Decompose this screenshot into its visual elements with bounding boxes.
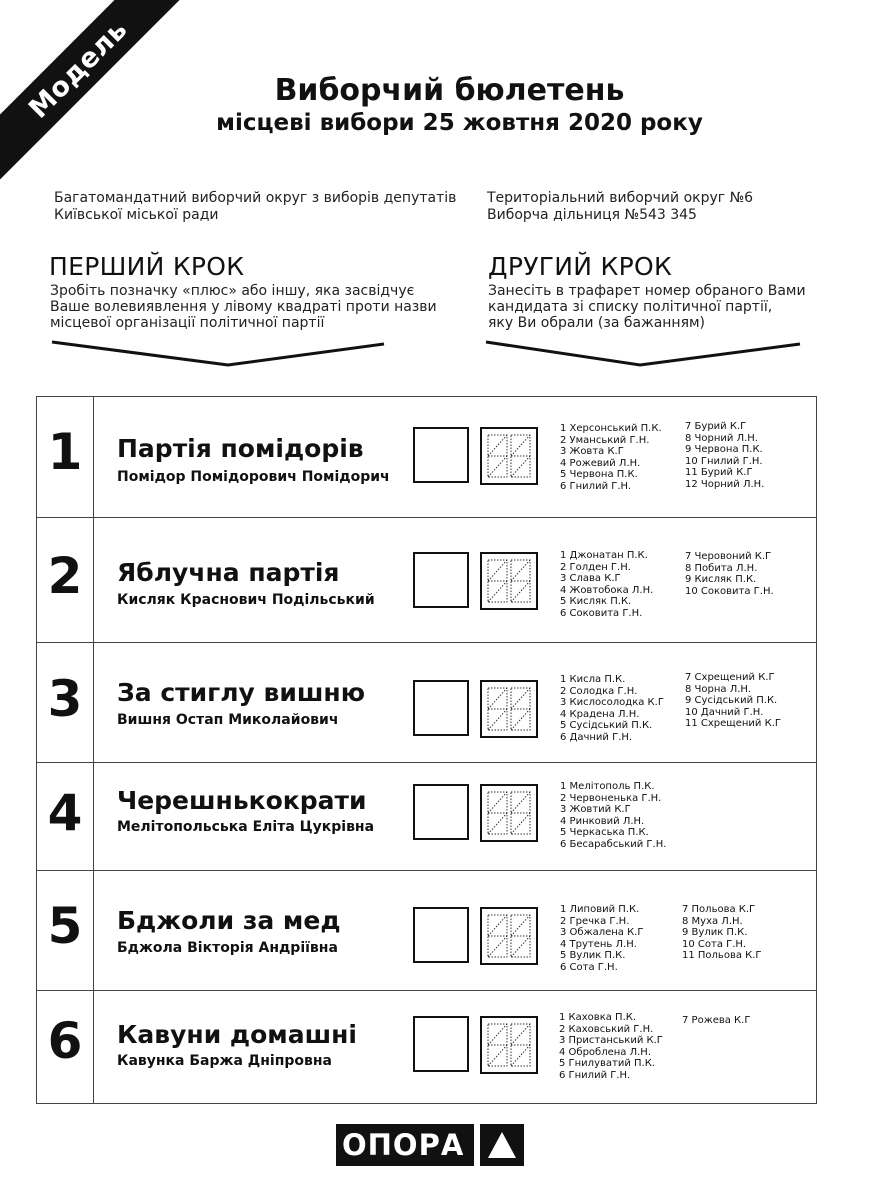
party-name: Партія помідорів bbox=[117, 434, 364, 463]
party-leader: Кисляк Краснович Подільський bbox=[117, 592, 375, 608]
party-name: Черешнькократи bbox=[117, 786, 367, 815]
step1-line: Ваше волевиявлення у лівому квадраті проти назви bbox=[50, 299, 437, 315]
party-name: Бджоли за мед bbox=[117, 906, 341, 935]
candidate: 5 Гнилуватий П.К. bbox=[559, 1058, 655, 1070]
logo-separator bbox=[474, 1124, 480, 1166]
candidate: 3 Жовтий К.Г bbox=[560, 804, 631, 816]
candidate: 2 Солодка Г.Н. bbox=[560, 685, 638, 697]
district-left-line: Київської міської ради bbox=[54, 207, 219, 223]
candidate: 3 Слава К.Г bbox=[560, 573, 621, 585]
step2-text bbox=[488, 283, 806, 331]
candidate: 6 Бесарабський Г.Н. bbox=[560, 838, 667, 850]
candidate-list bbox=[560, 904, 643, 974]
step2-title: ДРУГИЙ КРОК bbox=[488, 252, 672, 281]
candidate: 7 Бурий К.Г bbox=[685, 421, 747, 432]
candidate: 2 Червоненька Г.Н. bbox=[560, 792, 662, 804]
candidate: 4 Рожевий Л.Н. bbox=[560, 457, 641, 469]
party-number: 3 bbox=[47, 670, 83, 728]
candidate: 3 Пристанський К.Г bbox=[559, 1035, 663, 1047]
party-row bbox=[37, 870, 816, 991]
candidate: 2 Уманський Г.Н. bbox=[560, 434, 650, 446]
candidate: 4 Трутень Л.Н. bbox=[560, 938, 637, 950]
candidate: 10 Сота Г.Н. bbox=[682, 938, 747, 950]
candidate: 8 Чорна Л.Н. bbox=[685, 683, 752, 695]
party-name: За стиглу вишню bbox=[117, 678, 365, 707]
candidate: 5 Вулик П.К. bbox=[560, 950, 626, 962]
district-info-left bbox=[54, 190, 456, 224]
step2-line: яку Ви обрали (за бажанням) bbox=[488, 315, 706, 331]
vote-checkbox[interactable] bbox=[413, 427, 469, 483]
step1-title: ПЕРШИЙ КРОК bbox=[49, 252, 245, 281]
vote-checkbox[interactable] bbox=[413, 1016, 469, 1072]
ballot-title-block bbox=[0, 73, 869, 137]
candidate: 11 Схрещений К.Г bbox=[685, 718, 781, 730]
candidate: 5 Червона П.К. bbox=[560, 469, 638, 481]
vote-checkbox[interactable] bbox=[413, 784, 469, 840]
candidate: 6 Гнилий Г.Н. bbox=[560, 480, 632, 492]
candidate-number-stencil[interactable] bbox=[480, 680, 538, 738]
candidate: 3 Жовта К.Г bbox=[560, 446, 624, 458]
step2-line: кандидата зі списку політичної партії, bbox=[488, 299, 773, 315]
stencil-digits-icon bbox=[487, 559, 531, 603]
district-left-line: Багатомандатний виборчий округ з виборів депутатів bbox=[54, 190, 457, 206]
vote-checkbox[interactable] bbox=[413, 552, 469, 608]
stencil-digits-icon bbox=[487, 791, 531, 835]
party-name: Кавуни домашні bbox=[117, 1020, 357, 1049]
stencil-digits-icon bbox=[487, 434, 531, 478]
candidate: 1 Джонатан П.К. bbox=[560, 550, 648, 561]
opora-logo bbox=[336, 1124, 524, 1166]
stencil-digits-icon bbox=[487, 687, 531, 731]
candidate-number-stencil[interactable] bbox=[480, 784, 538, 842]
candidate: 1 Херсонський П.К. bbox=[560, 423, 662, 434]
party-row bbox=[37, 397, 816, 518]
candidate-list bbox=[560, 781, 666, 851]
logo-text: ОПОРА bbox=[342, 1128, 465, 1162]
candidate: 1 Каховка П.К. bbox=[559, 1012, 637, 1023]
party-number: 6 bbox=[47, 1012, 83, 1070]
vote-checkbox[interactable] bbox=[413, 907, 469, 963]
party-number: 1 bbox=[47, 423, 83, 481]
stencil-digits-icon bbox=[487, 1023, 531, 1067]
candidate: 8 Чорний Л.Н. bbox=[685, 432, 758, 444]
step2-line: Занесіть в трафарет номер обраного Вами bbox=[488, 283, 806, 299]
party-leader: Кавунка Баржа Дніпровна bbox=[117, 1053, 332, 1069]
district-info-right bbox=[487, 190, 753, 224]
ballot-table bbox=[36, 396, 817, 1104]
party-leader: Бджола Вікторія Андріївна bbox=[117, 940, 338, 956]
ballot-title: Виборчий бюлетень bbox=[274, 73, 625, 108]
candidate: 10 Дачний Г.Н. bbox=[685, 706, 764, 718]
candidate: 6 Гнилий Г.Н. bbox=[559, 1069, 631, 1081]
candidate: 9 Сусідський П.К. bbox=[685, 695, 778, 707]
candidate: 10 Гнилий Г.Н. bbox=[685, 455, 763, 467]
step1-text bbox=[50, 283, 437, 331]
candidate: 4 Ринковий Л.Н. bbox=[560, 815, 645, 827]
candidate: 10 Соковита Г.Н. bbox=[685, 585, 774, 597]
candidate: 7 Схрещений К.Г bbox=[685, 672, 775, 683]
candidate: 5 Черкаська П.К. bbox=[560, 827, 649, 839]
party-row bbox=[37, 990, 816, 1103]
candidate: 7 Черовоний К.Г bbox=[685, 551, 772, 562]
party-leader: Помідор Помідорович Помідорич bbox=[117, 469, 390, 485]
party-leader: Мелітопольська Еліта Цукрівна bbox=[117, 819, 375, 835]
candidate: 4 Крадена Л.Н. bbox=[560, 708, 640, 720]
party-number: 2 bbox=[47, 547, 83, 605]
candidate: 6 Дачний Г.Н. bbox=[560, 731, 633, 743]
candidate: 4 Оброблена Л.Н. bbox=[559, 1046, 651, 1058]
candidate: 6 Сота Г.Н. bbox=[560, 961, 618, 973]
candidate-list bbox=[559, 1012, 663, 1082]
candidate: 3 Кислосолодка К.Г bbox=[560, 697, 664, 709]
triangle-icon bbox=[486, 1130, 518, 1160]
candidate: 5 Кисляк П.К. bbox=[560, 596, 632, 608]
step2-arrow-icon bbox=[484, 336, 804, 370]
step1-line: місцевої організації політичної партії bbox=[50, 315, 325, 331]
corner-label: Модель bbox=[22, 13, 134, 125]
candidate-list bbox=[682, 904, 762, 962]
candidate: 2 Голден Г.Н. bbox=[560, 561, 631, 573]
candidate-number-stencil[interactable] bbox=[480, 552, 538, 610]
party-row bbox=[37, 762, 816, 871]
candidate-number-stencil[interactable] bbox=[480, 1016, 538, 1074]
candidate-list bbox=[560, 550, 653, 620]
candidate: 3 Обжалена К.Г bbox=[560, 927, 644, 939]
candidate: 11 Польова К.Г bbox=[682, 950, 762, 962]
party-leader: Вишня Остап Миколайович bbox=[117, 712, 339, 728]
candidate: 1 Кисла П.К. bbox=[560, 674, 626, 685]
candidate: 5 Сусідський П.К. bbox=[560, 720, 653, 732]
district-right-line: Територіальний виборчий округ №6 bbox=[487, 190, 754, 206]
step1-arrow-icon bbox=[50, 336, 390, 370]
candidate: 2 Гречка Г.Н. bbox=[560, 915, 630, 927]
candidate: 1 Мелітополь П.К. bbox=[560, 781, 655, 792]
candidate: 1 Липовий П.К. bbox=[560, 904, 640, 915]
district-right-line: Виборча дільниця №543 345 bbox=[487, 207, 697, 223]
candidate: 6 Соковита Г.Н. bbox=[560, 607, 643, 619]
vote-checkbox[interactable] bbox=[413, 680, 469, 736]
candidate-list bbox=[682, 1015, 750, 1027]
candidate: 7 Рожева К.Г bbox=[682, 1015, 751, 1026]
party-name: Яблучна партія bbox=[117, 558, 340, 587]
party-row bbox=[37, 517, 816, 643]
candidate-list bbox=[685, 421, 764, 491]
party-number: 4 bbox=[47, 784, 83, 842]
candidate: 9 Червона П.К. bbox=[685, 444, 763, 456]
candidate: 11 Бурий К.Г bbox=[685, 467, 753, 479]
candidate: 12 Чорний Л.Н. bbox=[685, 478, 765, 490]
candidate-list bbox=[685, 672, 781, 730]
stencil-digits-icon bbox=[487, 914, 531, 958]
candidate: 2 Каховський Г.Н. bbox=[559, 1023, 654, 1035]
candidate: 7 Польова К.Г bbox=[682, 904, 756, 915]
candidate: 8 Муха Л.Н. bbox=[682, 915, 743, 927]
candidate: 9 Кисляк П.К. bbox=[685, 574, 757, 586]
ballot-subtitle: місцеві вибори 25 жовтня 2020 року bbox=[216, 110, 703, 136]
step1-line: Зробіть позначку «плюс» або іншу, яка засвідчує bbox=[50, 283, 415, 299]
party-number: 5 bbox=[47, 897, 83, 955]
candidate: 9 Вулик П.К. bbox=[682, 927, 748, 939]
candidate: 8 Побита Л.Н. bbox=[685, 562, 758, 574]
candidate-list bbox=[685, 551, 774, 597]
candidate-list bbox=[560, 423, 662, 493]
candidate: 4 Жовтобока Л.Н. bbox=[560, 584, 654, 596]
candidate-number-stencil[interactable] bbox=[480, 427, 538, 485]
candidate-number-stencil[interactable] bbox=[480, 907, 538, 965]
party-row bbox=[37, 642, 816, 763]
candidate-list bbox=[560, 674, 664, 744]
